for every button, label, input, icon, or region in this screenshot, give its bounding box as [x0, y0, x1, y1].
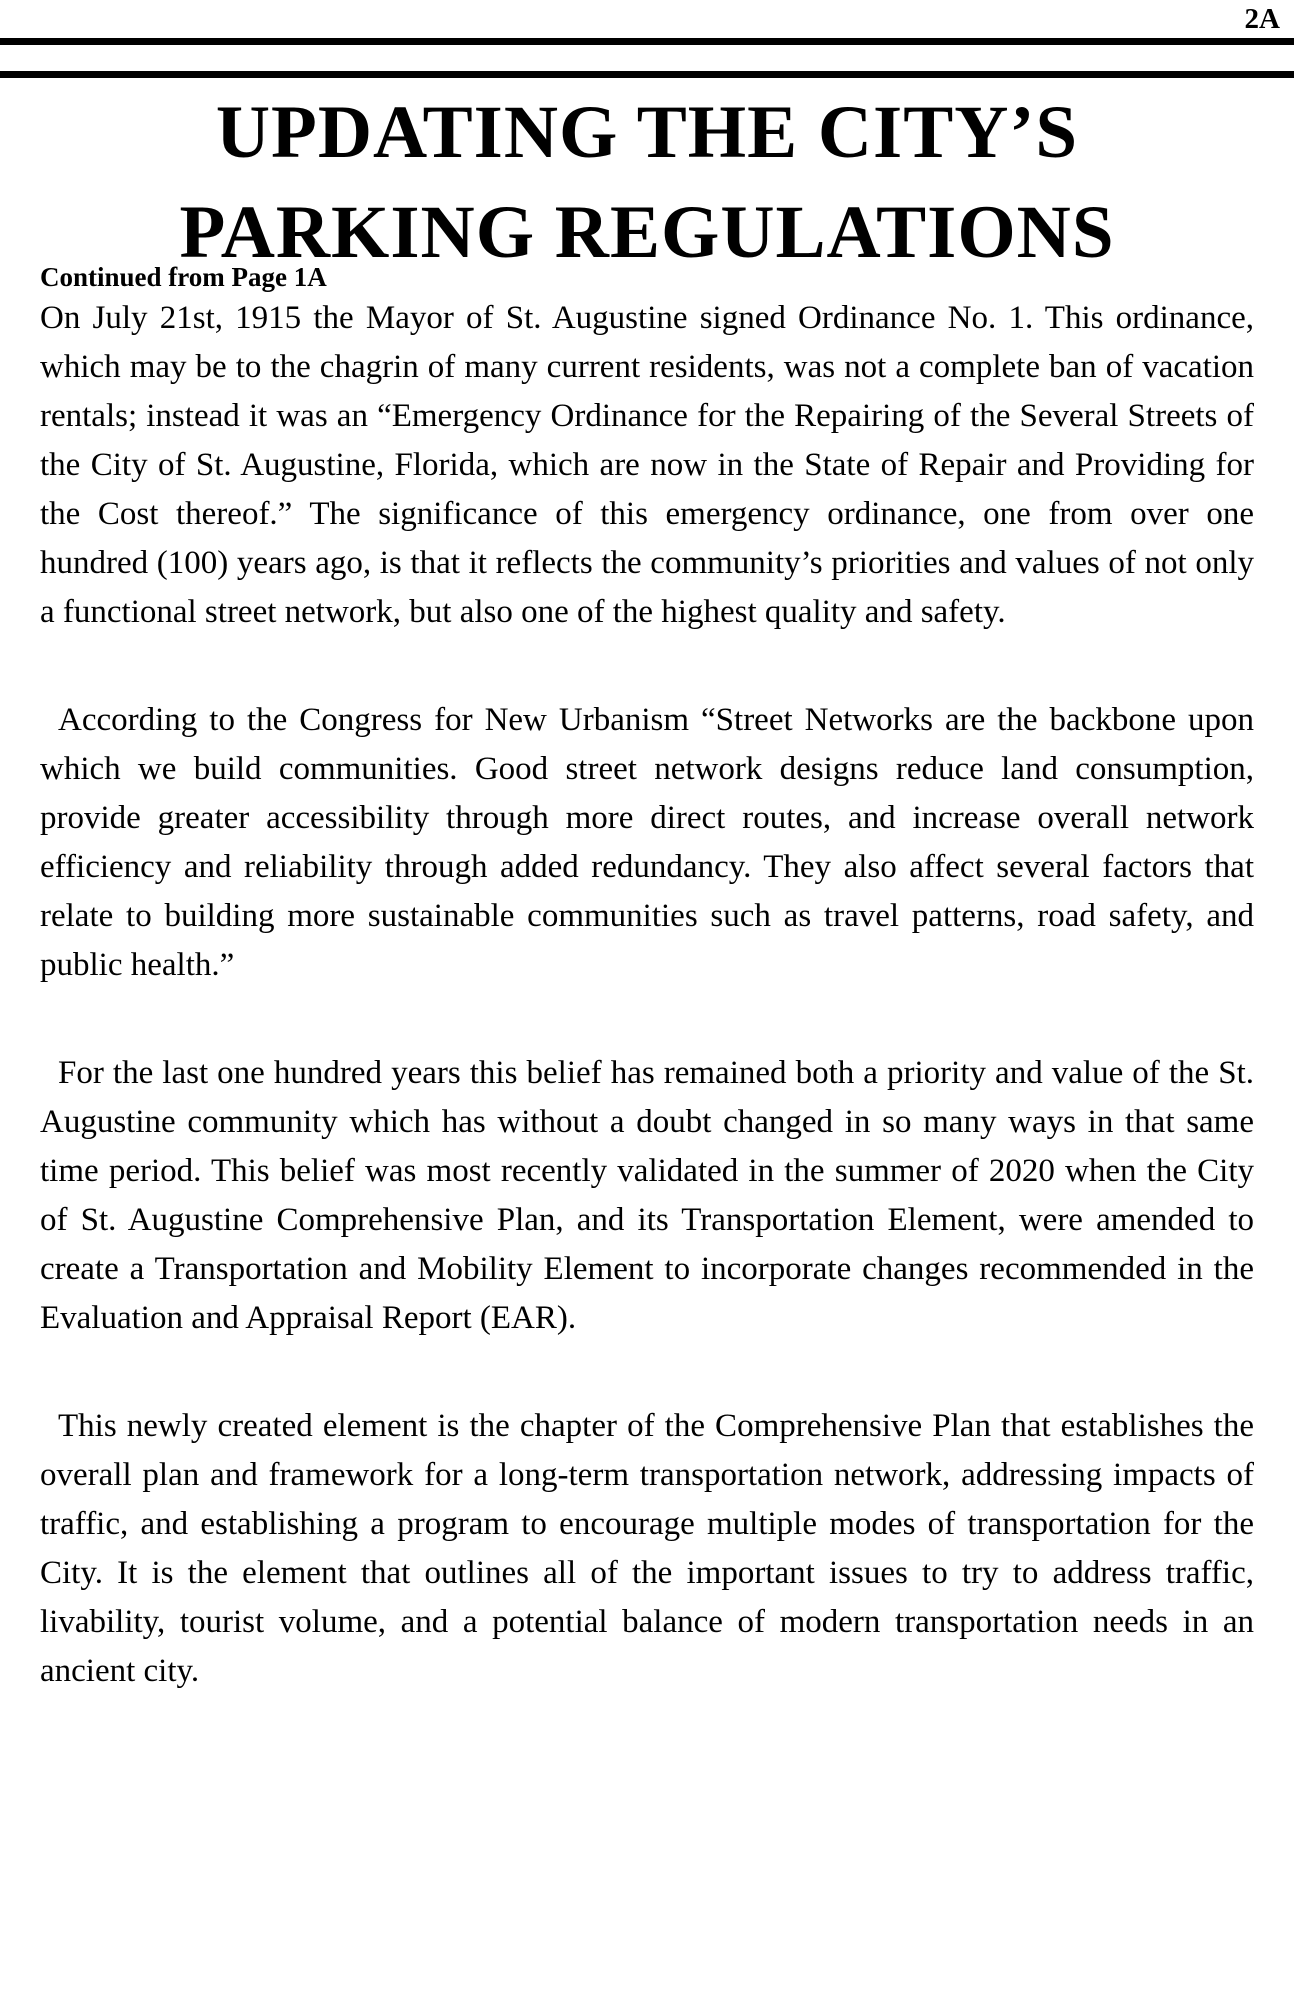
- article-paragraph-3: For the last one hundred years this belief has remained both a priority and value of the St. Augustine community which has without a doubt changed in so many ways in that same time period. This belief was most recently validated in the summer of 2020 when the City of St. Augustine Comprehensive Plan, and its Transportation Element, were amended to create a Transportation and Mobility Element to incorporate changes recommended in the Evaluation and Appraisal Report (EAR).: [40, 1055, 1254, 1336]
- continued-from-note: Continued from Page 1A: [40, 262, 327, 292]
- article-paragraph-2: According to the Congress for New Urbanism “Street Networks are the backbone upon which we build communities. Good street network designs reduce land consumption, provide greater accessibility through more direct routes, and increase overall network efficiency and reliability through added redundancy. They also affect several factors that relate to building more sustainable communities such as travel patterns, road safety, and public health.”: [40, 702, 1254, 983]
- header-rule-bottom: [0, 71, 1294, 78]
- article-paragraph-1: On July 21st, 1915 the Mayor of St. Augustine signed Ordinance No. 1. This ordinance, which may be to the chagrin of many current residents, was not a complete ban of vacation rentals; instead it was an “Emergency Ordinance for the Repairing of the Several Streets of the City of St. Augustine, Florida, which are now in the State of Repair and Providing for the Cost thereof.” The significance of this emergency ordinance, one from over one hundred (100) years ago, is that it reflects the community’s priorities and values of not only a functional street network, but also one of the highest quality and safety.: [40, 300, 1254, 630]
- page-number: 2A: [1244, 3, 1280, 35]
- header-rule-top: [0, 38, 1294, 45]
- article-paragraph-4: This newly created element is the chapter of the Comprehensive Plan that establishes the overall plan and framework for a long-term transportation network, addressing impacts of traffic, and establishing a program to encourage multiple modes of transportation for the City. It is the element that outlines all of the important issues to try to address traffic, livability, tourist volume, and a potential balance of modern transportation needs in an ancient city.: [40, 1408, 1254, 1689]
- article-title-line-1: UPDATING THE CITY’S: [215, 91, 1079, 174]
- article-body: [40, 294, 1254, 1755]
- article-title: [0, 83, 1294, 283]
- article-title-line-2: PARKING REGULATIONS: [179, 191, 1115, 274]
